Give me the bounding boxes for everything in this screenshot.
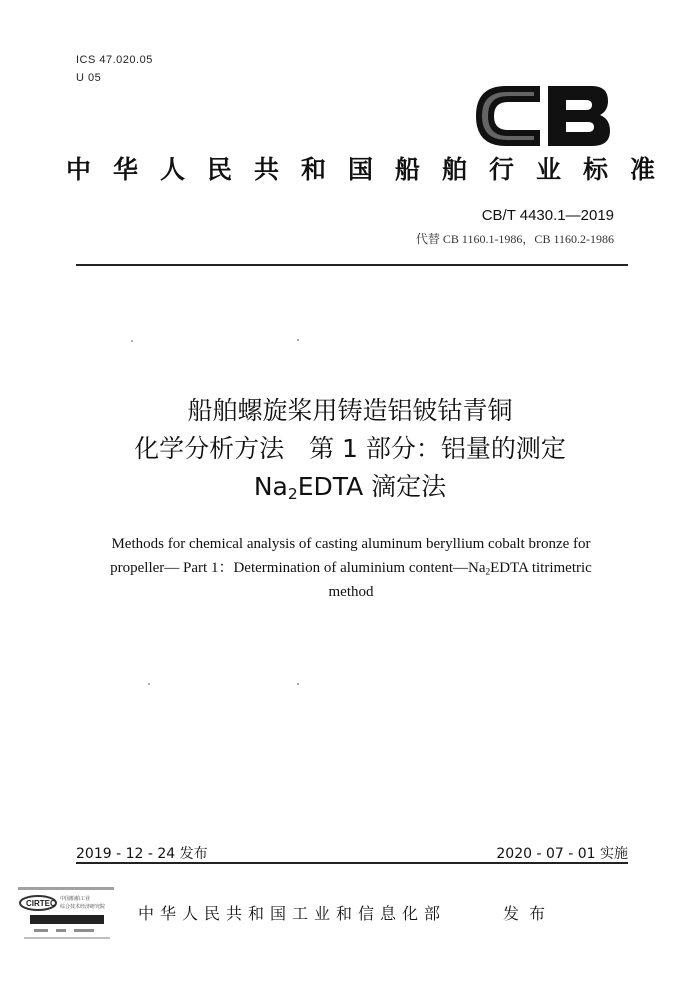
scan-speck bbox=[297, 683, 299, 685]
svg-text:综合技术经济研究院: 综合技术经济研究院 bbox=[60, 904, 106, 910]
replaces-note: 代替 CB 1160.1-1986，CB 1160.2-1986 bbox=[415, 232, 614, 246]
standard-number: CB/T 4430.1—2019 bbox=[481, 207, 614, 224]
ics-code: ICS 47.020.05 bbox=[76, 54, 153, 66]
cb-logo bbox=[468, 76, 614, 156]
title-en-line-2: propeller— Part 1：Determination of aluminium $content—Na_2EDTA$ titrimetric bbox=[110, 560, 592, 578]
svg-text:中国船舶工业: 中国船舶工业 bbox=[60, 896, 91, 902]
title-cn-line-3: $Na_2EDTA$ 滴定法 bbox=[253, 472, 447, 503]
issuing-ministry: 中华人民共和国工业和信息化部 bbox=[138, 904, 447, 923]
title-en-line-1: Methods for chemical analysis of casting aluminum beryllium cobalt bronze for bbox=[111, 536, 591, 552]
ccs-code: U 05 bbox=[76, 72, 102, 84]
document-title-chinese bbox=[40, 392, 660, 506]
scan-speck bbox=[297, 339, 299, 341]
scan-speck bbox=[131, 340, 133, 342]
standard-category-title: 中华人民共和国船舶行业标准 bbox=[66, 155, 678, 184]
title-en-line-3: method bbox=[328, 584, 374, 600]
scan-speck bbox=[148, 683, 150, 685]
issue-label: 发布 bbox=[503, 904, 556, 923]
implementation-date: 2020 - 07 - 01 实施 bbox=[496, 846, 628, 862]
publish-date: 2019 - 12 - 24 发布 bbox=[76, 846, 208, 862]
svg-text:CIRTEC: CIRTEC bbox=[26, 899, 56, 908]
title-cn-line-2: 化学分析方法 第 1 部分：铝量的测定 bbox=[134, 434, 566, 463]
title-cn-line-1: 船舶螺旋桨用铸造铝铍钴青铜 bbox=[187, 396, 513, 425]
cirtec-stamp bbox=[16, 885, 120, 943]
footer-divider bbox=[76, 862, 628, 864]
header-divider bbox=[76, 264, 628, 266]
document-title-english bbox=[66, 532, 636, 604]
